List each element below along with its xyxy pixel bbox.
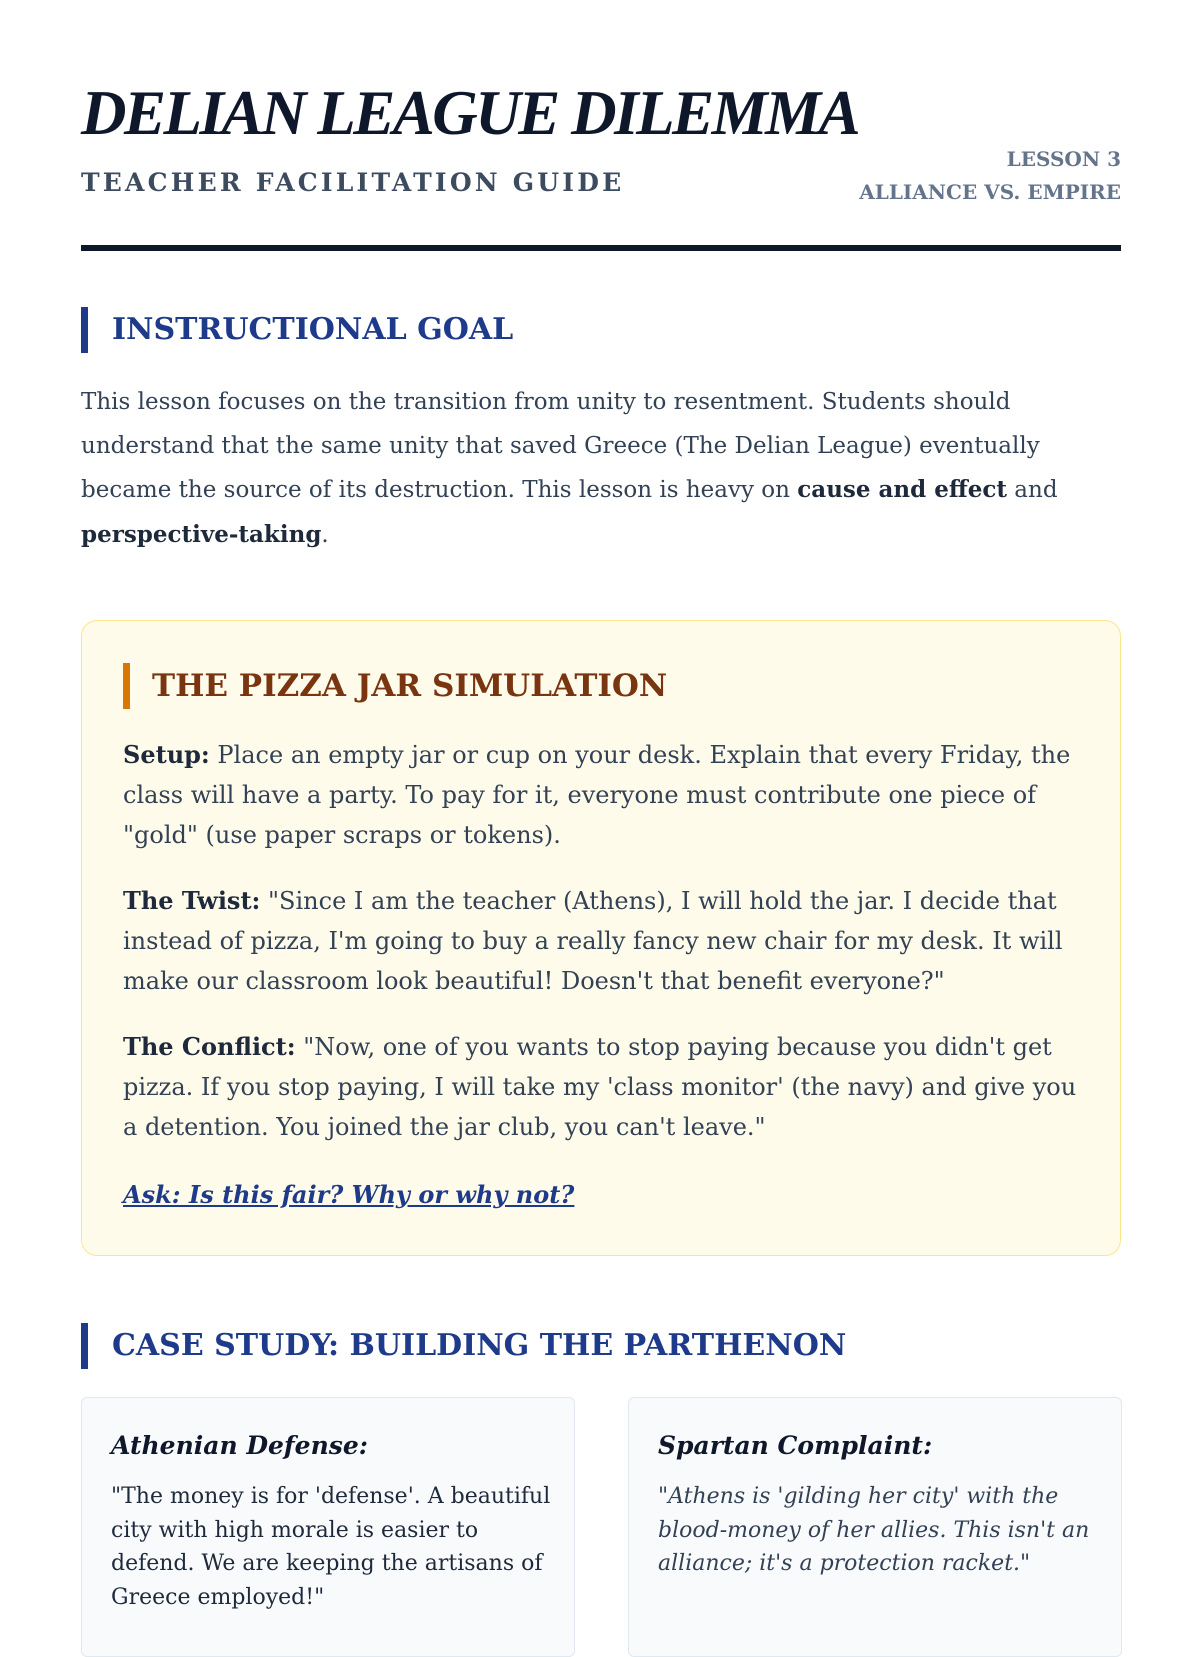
setup-label: Setup: bbox=[123, 740, 210, 769]
discussion-question-link[interactable]: Ask: Is this fair? Why or why not? bbox=[123, 1180, 575, 1209]
simulation-heading: THE PIZZA JAR SIMULATION bbox=[123, 663, 667, 709]
instructional-goal-text bbox=[81, 381, 1121, 557]
athenian-defense-quote: "The money is for 'defense'. A beautiful city with high morale is easier to defend. We are keeping the artisans of Greece employed!" bbox=[111, 1484, 551, 1610]
athenian-defense-card bbox=[81, 1397, 575, 1657]
document-header bbox=[81, 0, 1121, 254]
lesson-meta bbox=[859, 143, 1121, 209]
twist-text: "Since I am the teacher (Athens), I will hold the jar. I decide that instead of pizza, I'm going to buy a really fancy new chair for my desk. It will make our classroom look beautiful! Doesn't that benefit everyone?" bbox=[123, 887, 1063, 995]
case-study-heading: CASE STUDY: BUILDING THE PARTHENON bbox=[81, 1323, 846, 1369]
pizza-jar-simulation-box bbox=[81, 620, 1121, 1256]
document-title: DELIAN LEAGUE DILEMMA bbox=[81, 78, 859, 148]
goal-emphasis-perspective: perspective-taking bbox=[81, 520, 322, 548]
spartan-complaint-quote: "Athens is 'gilding her city' with the blood-money of her allies. This isn't an alliance; it's a protection racket." bbox=[658, 1484, 1090, 1576]
goal-text-intro: This lesson focuses on the transition from unity to resentment. Students should understand that the same unity that saved Greece (The Delian League) eventually became the source of its destruction. This lesson is heavy on bbox=[81, 389, 1040, 503]
athenian-defense-title: Athenian Defense: bbox=[111, 1431, 368, 1460]
conflict-label: The Conflict: bbox=[123, 1032, 296, 1061]
spartan-complaint-card bbox=[628, 1397, 1122, 1657]
lesson-number: LESSON 3 bbox=[1006, 147, 1121, 171]
spartan-complaint-title: Spartan Complaint: bbox=[658, 1431, 933, 1460]
lesson-topic: ALLIANCE VS. EMPIRE bbox=[859, 180, 1121, 204]
goal-text-conjunction: and bbox=[1007, 477, 1058, 503]
facilitation-guide bbox=[81, 0, 1121, 1610]
goal-text-end: . bbox=[321, 521, 329, 548]
instructional-goal-heading: INSTRUCTIONAL GOAL bbox=[81, 307, 513, 353]
simulation-twist bbox=[123, 881, 1083, 1001]
simulation-conflict bbox=[123, 1027, 1083, 1147]
conflict-text: "Now, one of you wants to stop paying because you didn't get pizza. If you stop paying, I will take my 'class monitor' (the navy) and give you a detention. You joined the jar club, you can't leave." bbox=[123, 1033, 1077, 1141]
document-subtitle: TEACHER FACILITATION GUIDE bbox=[81, 168, 625, 197]
header-divider bbox=[81, 245, 1121, 251]
simulation-setup bbox=[123, 735, 1083, 855]
twist-label: The Twist: bbox=[123, 886, 261, 915]
goal-emphasis-cause-effect: cause and effect bbox=[797, 476, 1007, 503]
setup-text: Place an empty jar or cup on your desk. Explain that every Friday, the class will have a party. To pay for it, everyone must contribute one piece of "gold" (use paper scraps or tokens). bbox=[123, 741, 1071, 849]
